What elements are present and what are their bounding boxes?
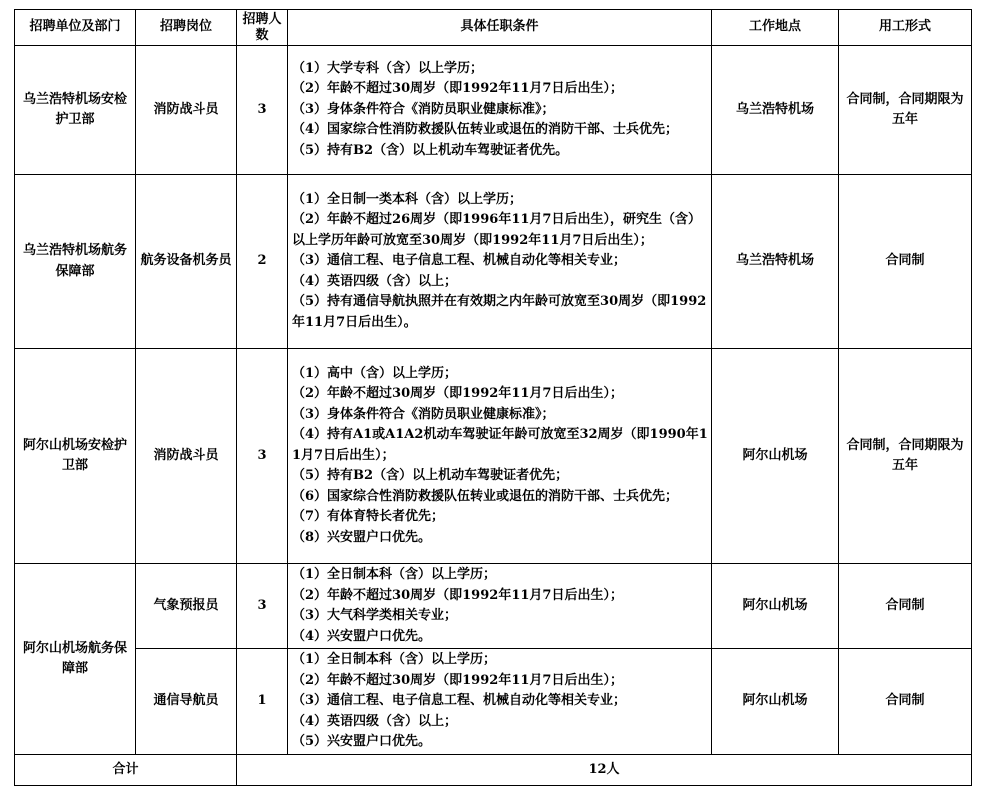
total-row <box>15 755 972 786</box>
count-cell: 3 <box>237 349 288 564</box>
requirement-line: （2）年龄不超过26周岁（即1996年11月7日后出生），研究生（含）以上学历年龄可放宽至30周岁（即1992年11月7日后出生）； <box>292 212 701 248</box>
requirements-cell <box>288 46 712 175</box>
count-cell: 3 <box>237 564 288 649</box>
employment-cell: 合同制 <box>839 564 972 649</box>
requirement-line: （3）身体条件符合《消防员职业健康标准》； <box>292 406 555 422</box>
employment-cell: 合同制 <box>839 175 972 349</box>
location-cell: 乌兰浩特机场 <box>712 175 839 349</box>
requirements-cell <box>288 349 712 564</box>
requirement-line: （2）年龄不超过30周岁（即1992年11月7日后出生）； <box>292 81 623 97</box>
header-row <box>15 10 972 46</box>
requirement-line: （5）持有B2（含）以上机动车驾驶证者优先。 <box>292 142 569 158</box>
header-unit: 招聘单位及部门 <box>15 10 136 46</box>
unit-cell: 阿尔山机场安检护卫部 <box>15 349 136 564</box>
requirement-line: （4）国家综合性消防救援队伍转业或退伍的消防干部、士兵优先； <box>292 122 679 138</box>
table-row <box>15 46 972 175</box>
table-row <box>15 349 972 564</box>
employment-cell: 合同制 <box>839 649 972 755</box>
header-count: 招聘人数 <box>237 10 288 46</box>
position-cell: 消防战斗员 <box>136 46 237 175</box>
requirement-line: （2）年龄不超过30周岁（即1992年11月7日后出生）； <box>292 587 623 603</box>
position-cell: 航务设备机务员 <box>136 175 237 349</box>
requirement-line: （1）高中（含）以上学历； <box>292 365 458 381</box>
requirements-cell <box>288 649 712 755</box>
requirement-line: （4）兴安盟户口优先。 <box>292 628 432 644</box>
requirement-line: （2）年龄不超过30周岁（即1992年11月7日后出生）； <box>292 386 623 402</box>
requirement-line: （2）年龄不超过30周岁（即1992年11月7日后出生）； <box>292 672 623 688</box>
employment-cell: 合同制，合同期限为五年 <box>839 46 972 175</box>
total-label: 合计 <box>15 755 237 786</box>
total-value: 12人 <box>237 755 972 786</box>
unit-cell: 乌兰浩特机场安检护卫部 <box>15 46 136 175</box>
requirement-line: （3）身体条件符合《消防员职业健康标准》； <box>292 101 555 117</box>
header-position: 招聘岗位 <box>136 10 237 46</box>
header-location: 工作地点 <box>712 10 839 46</box>
count-cell: 1 <box>237 649 288 755</box>
location-cell: 阿尔山机场 <box>712 564 839 649</box>
count-cell: 2 <box>237 175 288 349</box>
requirement-line: （4）英语四级（含）以上； <box>292 273 458 289</box>
location-cell: 阿尔山机场 <box>712 649 839 755</box>
requirement-line: （1）全日制本科（含）以上学历； <box>292 652 497 668</box>
requirement-line: （3）通信工程、电子信息工程、机械自动化等相关专业； <box>292 693 627 709</box>
requirement-line: （7）有体育特长者优先； <box>292 509 445 525</box>
table-row <box>15 564 972 649</box>
unit-cell: 阿尔山机场航务保障部 <box>15 564 136 755</box>
requirement-line: （4）持有A1或A1A2机动车驾驶证年龄可放宽至32周岁（即1990年11月7日后出生）； <box>292 427 708 463</box>
count-cell: 3 <box>237 46 288 175</box>
recruitment-table <box>14 9 972 786</box>
position-cell: 消防战斗员 <box>136 349 237 564</box>
requirement-line: （3）通信工程、电子信息工程、机械自动化等相关专业； <box>292 253 627 269</box>
requirement-line: （5）兴安盟户口优先。 <box>292 734 432 750</box>
requirement-line: （5）持有通信导航执照并在有效期之内年龄可放宽至30周岁（即1992年11月7日后出生）。 <box>292 294 707 330</box>
position-cell: 通信导航员 <box>136 649 237 755</box>
requirement-line: （1）大学专科（含）以上学历； <box>292 60 484 76</box>
unit-cell: 乌兰浩特机场航务保障部 <box>15 175 136 349</box>
position-cell: 气象预报员 <box>136 564 237 649</box>
requirement-line: （8）兴安盟户口优先。 <box>292 529 432 545</box>
requirements-cell <box>288 564 712 649</box>
requirement-line: （5）持有B2（含）以上机动车驾驶证者优先； <box>292 468 569 484</box>
table-row <box>15 175 972 349</box>
requirement-line: （1）全日制一类本科（含）以上学历； <box>292 191 523 207</box>
location-cell: 乌兰浩特机场 <box>712 46 839 175</box>
requirement-line: （3）大气科学类相关专业； <box>292 608 458 623</box>
requirement-line: （6）国家综合性消防救援队伍转业或退伍的消防干部、士兵优先； <box>292 488 679 504</box>
location-cell: 阿尔山机场 <box>712 349 839 564</box>
requirements-cell <box>288 175 712 349</box>
employment-cell: 合同制，合同期限为五年 <box>839 349 972 564</box>
header-employment: 用工形式 <box>839 10 972 46</box>
header-requirements: 具体任职条件 <box>288 10 712 46</box>
requirement-line: （4）英语四级（含）以上； <box>292 713 458 729</box>
table-row <box>15 649 972 755</box>
requirement-line: （1）全日制本科（含）以上学历； <box>292 567 497 582</box>
